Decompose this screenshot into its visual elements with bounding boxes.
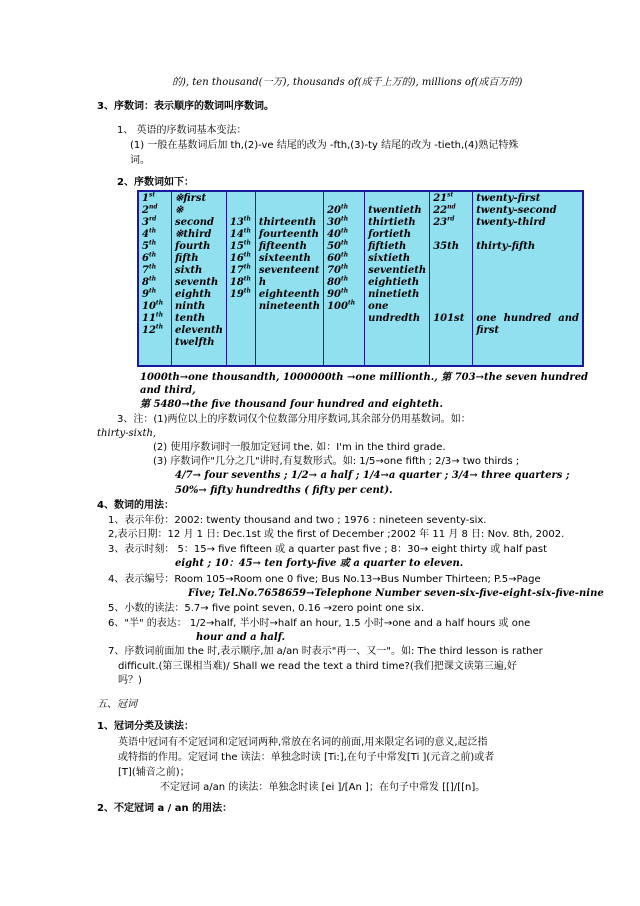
table-cell: 101st	[433, 313, 465, 324]
table-cell: fifteenth	[258, 241, 307, 252]
table-cell: 60th	[327, 251, 349, 264]
table-cell: 4th	[142, 227, 157, 240]
section-3-heading: 3、序数词：表示顺序的数词叫序数词。	[97, 101, 274, 112]
table-cell: ※	[175, 205, 184, 216]
table-cell: thirtieth	[368, 217, 416, 228]
table-cell: 6th	[142, 251, 157, 264]
table-cell: 2nd	[142, 203, 158, 216]
table-cell: ※first	[175, 193, 207, 204]
table-cell: ninth	[175, 301, 206, 312]
usage-line-3: 3、表示时刻： 5：15→ five fifteen 或 a quarter past five ; 8：30→ eight thirty 或 half past	[108, 544, 548, 555]
table-cell: 3rd	[142, 215, 157, 228]
usage-line-11: difficult.(第三课相当难)/ Shall we read the text a third time?(我们把课文读第三遍,好	[118, 661, 517, 672]
table-cell: 8th	[142, 275, 157, 288]
table-cell: sixteenth	[258, 253, 311, 264]
table-cell: 22nd	[433, 203, 456, 216]
table-cell: 23rd	[433, 215, 455, 228]
after-table-line-2: and third,	[140, 385, 196, 396]
table-col-ordinal-20-100	[324, 191, 365, 366]
section-3-point-1-text-cont: 词。	[130, 155, 150, 166]
table-cell: twelfth	[175, 337, 215, 348]
table-cell: twentieth	[368, 205, 422, 216]
table-cell: twenty-third	[476, 217, 546, 228]
table-cell: seventieth	[368, 265, 427, 276]
table-cell: seventh	[175, 277, 219, 288]
table-cell: nineteenth	[258, 301, 321, 312]
table-col-ordinal-1-12	[138, 191, 172, 366]
usage-line-4: eight ; 10：45→ ten forty-five 或 a quarter to eleven.	[175, 558, 464, 569]
articles-paragraph-line-1: 英语中冠词有不定冠词和定冠词两种,常放在名词的前面,用来限定名词的意义,起泛指	[118, 737, 488, 748]
table-cell: eighth	[175, 289, 212, 300]
table-cell: seventeent	[258, 265, 320, 276]
table-cell: 16th	[229, 251, 251, 264]
table-cell: tenth	[175, 313, 206, 324]
ordinal-table	[137, 190, 584, 367]
table-col-words-1-12	[172, 191, 227, 366]
table-cell: 12th	[142, 323, 164, 336]
table-cell: one	[368, 301, 389, 312]
section-3-point-2: 2、序数词如下：	[117, 177, 194, 188]
usage-line-5: 4、表示编号：Room 105→Room one 0 five; Bus No.13→Bus Number Thirteen; P.5→Page	[108, 574, 541, 585]
section-3-point-1-text: (1) 一般在基数词后加 th,(2)-ve 结尾的改为 -fth,(3)-ty 结尾的改为 -tieth,(4)熟记特殊	[130, 140, 519, 151]
usage-line-7: 5、小数的读法：5.7→ five point seven, 0.16 →zero point one six.	[108, 603, 425, 614]
table-cell: fourth	[175, 241, 211, 252]
articles-paragraph-line-4: 不定冠词 a/an 的读法：单独念时读 [ei ]/[An ]；在句子中常发 [[]/[[n]。	[160, 782, 486, 793]
section-3-point-1: 1、 英语的序数词基本变法：	[117, 125, 247, 136]
table-cell: 30th	[327, 215, 349, 228]
table-cell: sixth	[175, 265, 203, 276]
note-line-4: (3) 序数词作"几分之几"讲时,有复数形式。如: 1/5→one fifth ; 2/3→ two thirds ;	[153, 456, 520, 467]
table-col-words-13-19	[255, 191, 323, 366]
table-cell: 50th	[327, 239, 349, 252]
table-cell: 1st	[142, 191, 156, 204]
after-table-line-1: 1000th→one thousandth, 1000000th →one millionth., 第 703→the seven hundred	[140, 372, 589, 383]
usage-line-10: 7、序数词前面加 the 时,表示顺序,加 a/an 时表示"再一、又一"。如: The third lesson is rather	[108, 646, 543, 657]
note-line-1: 3、注：(1)两位以上的序数词仅个位数部分用序数词,其余部分仍用基数词。如：	[117, 414, 471, 425]
top-line: 的), ten thousand(一万), thousands of(成千上万的), millions of(成百万的)	[172, 77, 523, 88]
usage-line-8: 6、"半" 的表达： 1/2→half, 半小时→half an hour, 1.5 小时→one and a half hours 或 one	[108, 618, 531, 629]
table-cell: 10th	[142, 299, 164, 312]
table-cell: 19th	[229, 287, 251, 300]
usage-line-6: Five; Tel.No.7658659→Telephone Number seven-six-five-eight-six-five-nine	[188, 588, 604, 599]
table-col-ordinal-compound	[430, 191, 473, 366]
usage-line-9: hour and a half.	[196, 632, 286, 643]
articles-heading-2: 2、不定冠词 a / an 的用法：	[97, 803, 233, 814]
table-cell: twenty-first	[476, 193, 541, 204]
note-line-3: (2) 使用序数词时一般加定冠词 the. 如：I'm in the third grade.	[153, 442, 446, 453]
usage-line-2: 2,表示日期：12 月 1 日: Dec.1st 或 the first of December ;2002 年 11 月 8 日: Nov. 8th, 2002.	[108, 529, 565, 540]
table-cell: thirty-fifth	[476, 241, 536, 252]
table-cell: twenty-second	[476, 205, 557, 216]
table-col-words-compound	[473, 191, 583, 366]
articles-heading-1: 1、冠词分类及读法：	[97, 721, 194, 732]
table-cell: eightieth	[368, 277, 420, 288]
table-cell: first	[476, 325, 499, 336]
table-cell: ninetieth	[368, 289, 420, 300]
table-cell: 15th	[229, 239, 251, 252]
section-4-heading: 4、数词的用法：	[97, 500, 174, 511]
table-cell: 21st	[433, 191, 454, 204]
table-cell: ※third	[175, 229, 212, 240]
table-cell: 40th	[327, 227, 349, 240]
table-cell: 20th	[327, 203, 349, 216]
table-cell: 11th	[142, 311, 164, 324]
section-5-heading: 五、冠词	[97, 699, 137, 710]
table-cell: eighteenth	[258, 289, 320, 300]
usage-line-12: 吗？)	[118, 675, 142, 686]
table-cell: 13th	[229, 215, 251, 228]
table-cell: fifth	[175, 253, 199, 264]
note-line-5: 4/7→ four sevenths ; 1/2→ a half ; 1/4→a quarter ; 3/4→ three quarters ;	[175, 470, 570, 481]
table-cell: 35th	[433, 241, 459, 252]
table-cell: one hundred and	[476, 313, 579, 324]
table-cell: 80th	[327, 275, 349, 288]
table-cell: 70th	[327, 263, 349, 276]
usage-line-1: 1、表示年份：2002: twenty thousand and two ; 1976 : nineteen seventy-six.	[108, 515, 487, 526]
table-cell: 7th	[142, 263, 157, 276]
table-col-ordinal-13-19	[226, 191, 255, 366]
table-cell: 18th	[229, 275, 251, 288]
table-cell: undredth	[368, 313, 421, 324]
table-cell: fortieth	[368, 229, 411, 240]
table-cell: 100th	[327, 299, 356, 312]
table-cell: 5th	[142, 239, 157, 252]
table-cell: eleventh	[175, 325, 223, 336]
table-cell: fourteenth	[258, 229, 319, 240]
after-table-line-3: 第 5480→the five thousand four hundred and eighteth.	[140, 399, 443, 410]
articles-paragraph-line-3: [T](辅音之前)；	[118, 767, 190, 778]
table-cell: sixtieth	[368, 253, 411, 264]
note-line-6: 50%→ fifty hundredths ( fifty per cent).	[175, 485, 393, 496]
table-cell: 14th	[229, 227, 251, 240]
table-cell: 9th	[142, 287, 157, 300]
note-line-2: thirty-sixth,	[97, 428, 157, 439]
table-cell: h	[258, 277, 267, 288]
articles-paragraph-line-2: 或特指的作用。定冠词 the 读法：单独念时读 [Ti:],在句子中常发[Ti ](元音之前)或者	[118, 752, 495, 763]
table-cell: 90th	[327, 287, 349, 300]
table-cell: second	[175, 217, 215, 228]
table-col-words-20-100	[365, 191, 430, 366]
table-cell: 17th	[229, 263, 251, 276]
table-cell: fiftieth	[368, 241, 407, 252]
table-cell: thirteenth	[258, 217, 317, 228]
